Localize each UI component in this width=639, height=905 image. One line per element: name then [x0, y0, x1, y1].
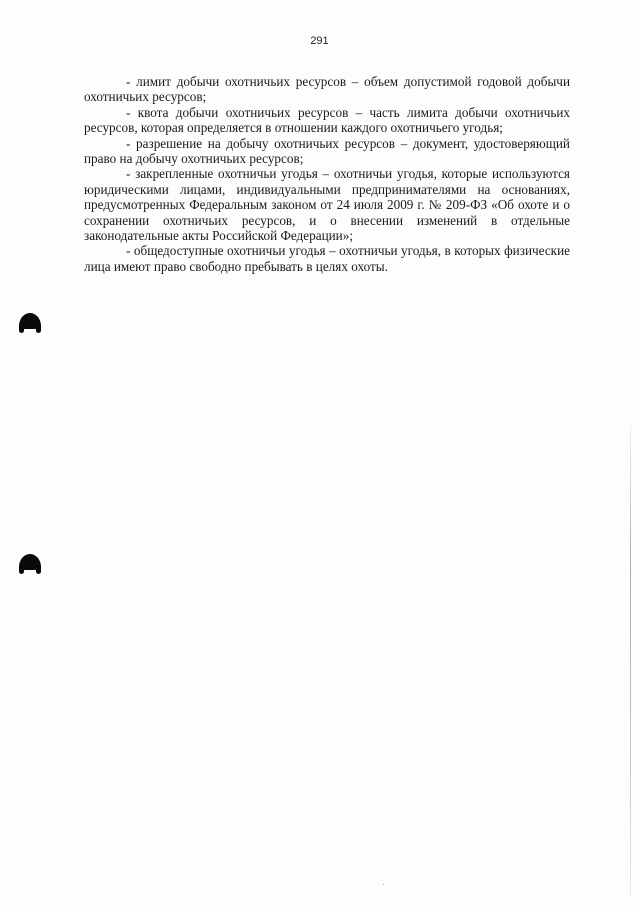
paragraph-hunting-quota: - квота добычи охотничьих ресурсов – часть лимита добычи охотничьих ресурсов, которая определяется в отношении каждого охотничьего угодья;: [84, 104, 570, 136]
document-body: [84, 74, 570, 274]
punch-hole-mark: [19, 313, 41, 329]
scan-edge-line: [630, 425, 631, 895]
paragraph-assigned-grounds: - закрепленные охотничьи угодья – охотничьи угодья, которые используются юридическими лицами, индивидуальными предпринимателями на основаниях, предусмотренных Федеральным законом от 24 июля 2009 г. № 209-ФЗ «Об охоте и о сохранении охотничьих ресурсов, и о внесении изменений в отдельные законодательные акты Российской Федерации»;: [84, 166, 570, 244]
scan-speck: [383, 884, 384, 885]
paragraph-public-grounds: - общедоступные охотничьи угодья – охотничьи угодья, в которых физические лица имеют право свободно пребывать в целях охоты.: [84, 243, 570, 274]
paragraph-hunting-limit: - лимит добычи охотничьих ресурсов – объем допустимой годовой добычи охотничьих ресурсов;: [84, 74, 570, 105]
punch-hole-mark: [19, 554, 41, 570]
paragraph-hunting-permit: - разрешение на добычу охотничьих ресурсов – документ, удостоверяющий право на добычу охотничьих ресурсов;: [84, 135, 570, 167]
page-number: 291: [310, 35, 329, 47]
